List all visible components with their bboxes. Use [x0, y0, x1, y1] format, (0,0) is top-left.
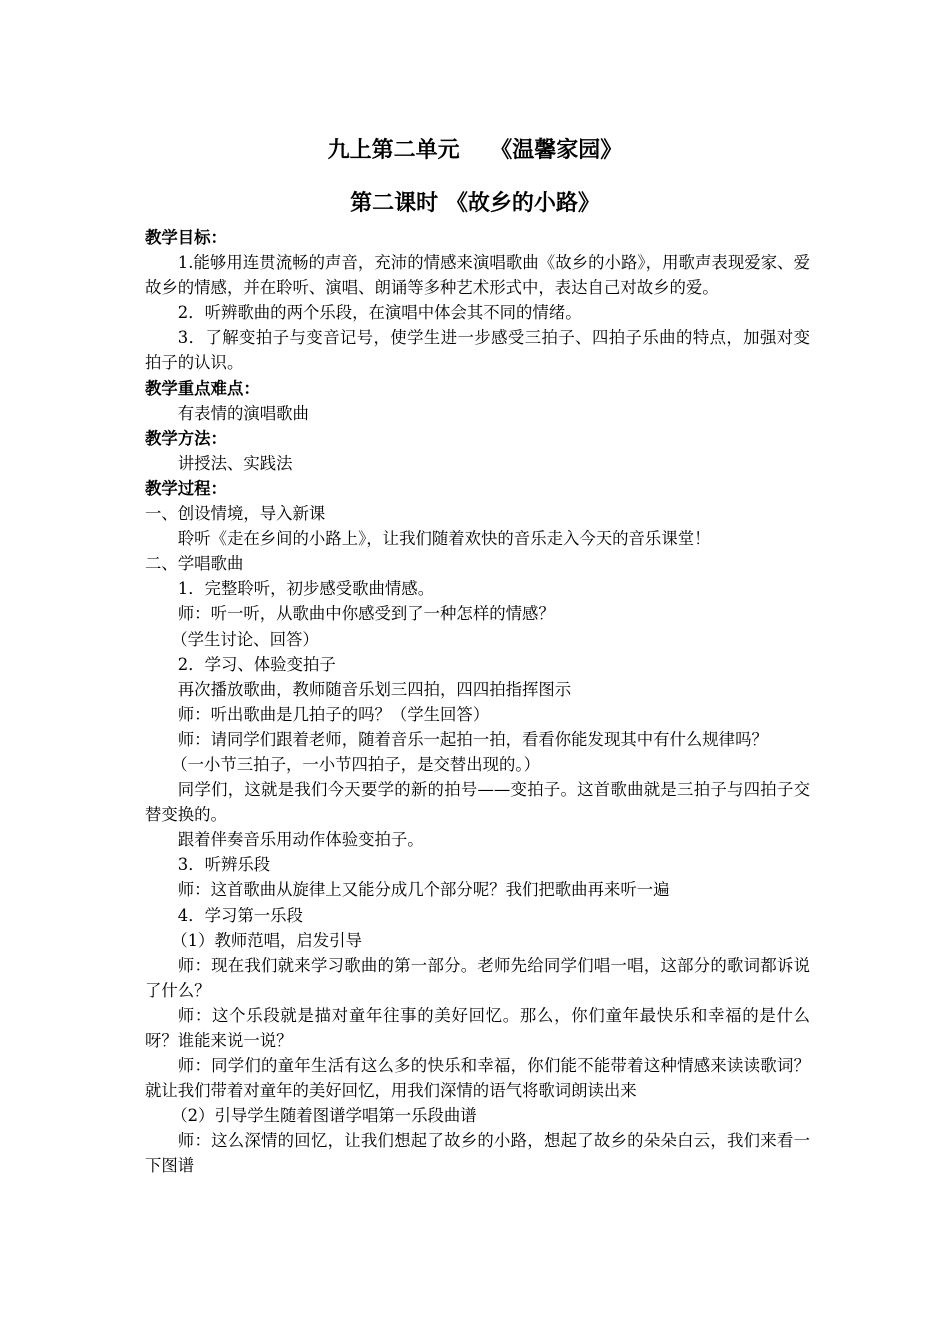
lesson-title: 第二课时 《故乡的小路》: [350, 190, 600, 216]
paragraph: （1）教师范唱，启发引导: [171, 930, 362, 950]
document-body: [145, 225, 810, 1179]
paragraph: 3．听辨乐段: [177, 855, 271, 875]
paragraph: 1.能够用连贯流畅的声音，充沛的情感来演唱歌曲《故乡的小路》，用歌声表现爱家、爱故乡的情感，并在聆听、演唱、朗诵等多种艺术形式中，表达自己对故乡的爱。: [145, 253, 810, 298]
paragraph: 师：这首歌曲从旋律上又能分成几个部分呢？我们把歌曲再来听一遍: [177, 880, 670, 900]
paragraph: 2．学习、体验变拍子: [177, 654, 336, 674]
paragraph: 师：听出歌曲是几拍子的吗？（学生回答）: [177, 704, 490, 724]
paragraph: 4．学习第一乐段: [177, 905, 303, 925]
paragraph: 1．完整聆听，初步感受歌曲情感。: [177, 579, 435, 599]
paragraph: 师：现在我们就来学习歌曲的第一部分。老师先给同学们唱一唱，这部分的歌词都诉说了什么？: [145, 955, 810, 1000]
paragraph: 同学们，这就是我们今天要学的新的拍号——变拍子。这首歌曲就是三拍子与四拍子交替变换的。: [145, 780, 810, 825]
document-title: 九上第二单元 《温馨家园》: [327, 137, 623, 163]
paragraph: 跟着伴奏音乐用动作体验变拍子。: [177, 830, 424, 850]
paragraph: 2．听辨歌曲的两个乐段，在演唱中体会其不同的情绪。: [177, 303, 582, 323]
paragraph: 师：这么深情的回忆，让我们想起了故乡的小路，想起了故乡的朵朵白云，我们来看一下图谱: [145, 1131, 810, 1176]
paragraph: 师：请同学们跟着老师，随着音乐一起拍一拍，看看你能发现其中有什么规律吗？: [177, 729, 768, 749]
paragraph: 师：同学们的童年生活有这么多的快乐和幸福，你们能不能带着这种情感来读读歌词？就让我们带着对童年的美好回忆，用我们深情的语气将歌词朗读出来: [145, 1056, 810, 1101]
paragraph: （一小节三拍子，一小节四拍子，是交替出现的。）: [171, 754, 541, 774]
paragraph: 一、创设情境，导入新课: [145, 504, 326, 524]
section-heading: 教学重点难点：: [145, 378, 260, 398]
section-heading: 教学方法：: [145, 428, 227, 448]
section-heading: 教学目标：: [145, 228, 227, 247]
paragraph: 3．了解变拍子与变音记号，使学生进一步感受三拍子、四拍子乐曲的特点，加强对变拍子的认识。: [145, 328, 810, 373]
paragraph: 聆听《走在乡间的小路上》，让我们随着欢快的音乐走入今天的音乐课堂！: [177, 529, 711, 549]
paragraph: 师：听一听，从歌曲中你感受到了一种怎样的情感？: [177, 604, 555, 624]
paragraph: （学生讨论、回答）: [171, 629, 319, 649]
paragraph: （2）引导学生随着图谱学唱第一乐段曲谱: [171, 1106, 477, 1126]
paragraph: 师：这个乐段就是描对童年往事的美好回忆。那么，你们童年最快乐和幸福的是什么呀？谁能来说一说？: [145, 1005, 810, 1050]
paragraph: 再次播放歌曲，教师随音乐划三四拍，四四拍指挥图示: [177, 679, 572, 699]
paragraph: 讲授法、实践法: [177, 453, 293, 473]
paragraph: 有表情的演唱歌曲: [177, 403, 309, 423]
paragraph: 二、学唱歌曲: [145, 554, 244, 574]
section-heading: 教学过程：: [145, 478, 227, 498]
